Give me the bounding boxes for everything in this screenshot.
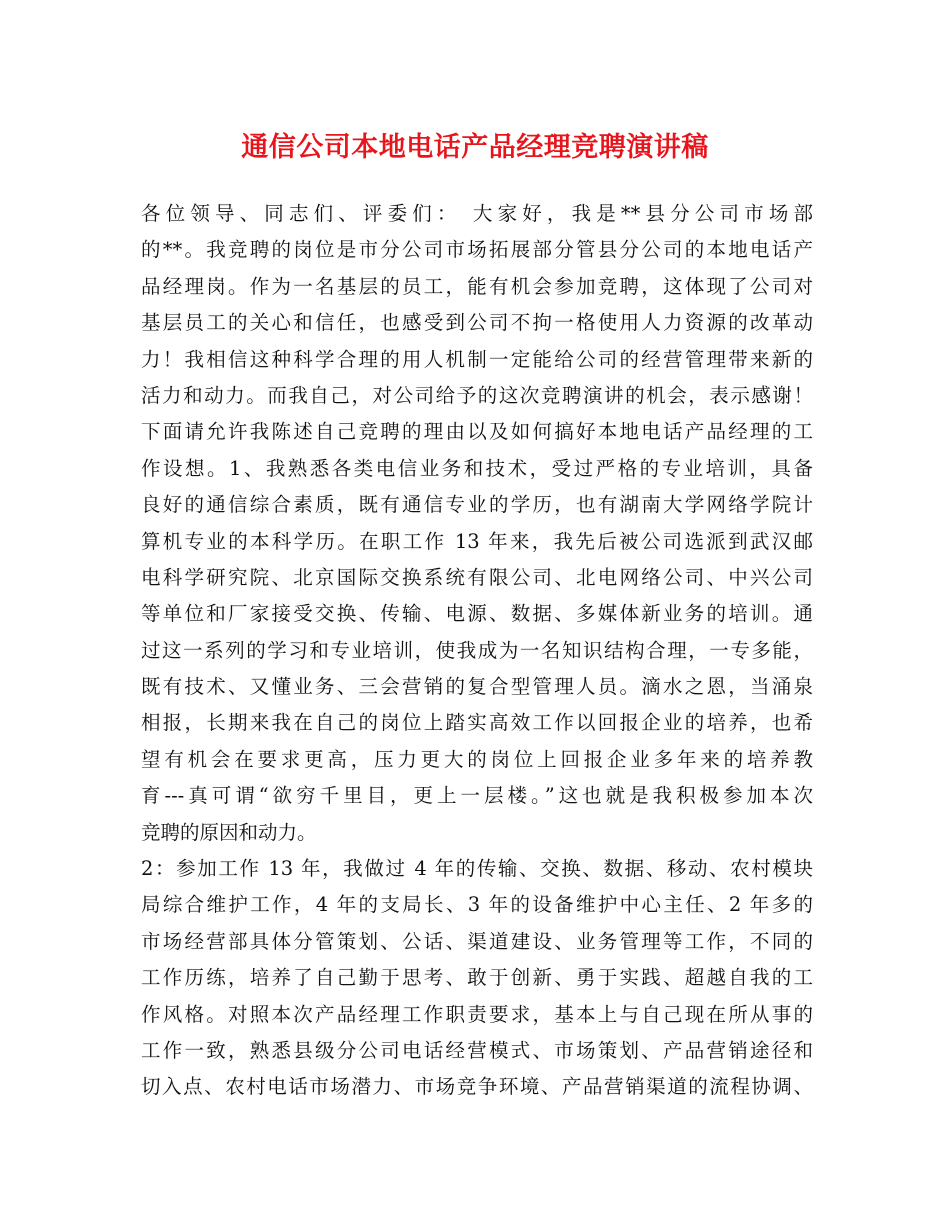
body-line: 品经理岗。作为一名基层的员工，能有机会参加竞聘，这体现了公司对	[141, 274, 813, 298]
body-line: 既有技术、又懂业务、三会营销的复合型管理人员。滴水之恩，当涌泉	[141, 675, 813, 699]
body-line: 局综合维护工作，4 年的支局长、3 年的设备维护中心主任、2 年多的	[141, 893, 813, 917]
body-line: 切入点、农村电话市场潜力、市场竞争环境、产品营销渠道的流程协调、	[141, 1075, 813, 1099]
body-line: 工作一致，熟悉县级分公司电话经营模式、市场策划、产品营销途径和	[141, 1038, 813, 1062]
body-line: 活力和动力。而我自己，对公司给予的这次竞聘演讲的机会，表示感谢！	[141, 383, 813, 407]
body-line: 工作历练，培养了自己勤于思考、敢于创新、勇于实践、超越自我的工	[141, 966, 813, 990]
body-line: 基层员工的关心和信任，也感受到公司不拘一格使用人力资源的改革动	[141, 311, 813, 335]
body-line: 下面请允许我陈述自己竞聘的理由以及如何搞好本地电话产品经理的工	[141, 420, 813, 444]
body-line: 市场经营部具体分管策划、公话、渠道建设、业务管理等工作，不同的	[141, 929, 813, 953]
body-line: 的**。我竞聘的岗位是市分公司市场拓展部分管县分公司的本地电话产	[141, 238, 813, 262]
body-line: 等单位和厂家接受交换、传输、电源、数据、多媒体新业务的培训。通	[141, 602, 813, 626]
body-line: 2：参加工作 13 年，我做过 4 年的传输、交换、数据、移动、农村模块	[141, 857, 813, 881]
body-line: 育---真可谓“欲穷千里目，更上一层楼。”这也就是我积极参加本次	[141, 784, 813, 808]
body-line: 作风格。对照本次产品经理工作职责要求，基本上与自己现在所从事的	[141, 1002, 813, 1026]
body-line: 作设想。1、我熟悉各类电信业务和技术，受过严格的专业培训，具备	[141, 456, 813, 480]
body-line: 望有机会在要求更高，压力更大的岗位上回报企业多年来的培养教	[141, 747, 813, 771]
body-line: 相报，长期来我在自己的岗位上踏实高效工作以回报企业的培养，也希	[141, 711, 813, 735]
body-line: 良好的通信综合素质，既有通信专业的学历，也有湖南大学网络学院计	[141, 493, 813, 517]
body-line: 竞聘的原因和动力。	[141, 820, 317, 844]
body-line: 过这一系列的学习和专业培训，使我成为一名知识结构合理，一专多能，	[141, 638, 813, 662]
body-line: 算机专业的本科学历。在职工作 13 年来，我先后被公司选派到武汉邮	[141, 529, 813, 553]
body-line: 各位领导、同志们、评委们： 大家好，我是**县分公司市场部	[141, 202, 813, 225]
document-title: 通信公司本地电话产品经理竞聘演讲稿	[241, 132, 709, 163]
body-line: 电科学研究院、北京国际交换系统有限公司、北电网络公司、中兴公司	[141, 565, 813, 589]
body-line: 力！我相信这种科学合理的用人机制一定能给公司的经营管理带来新的	[141, 347, 813, 371]
document-body	[141, 196, 813, 1106]
